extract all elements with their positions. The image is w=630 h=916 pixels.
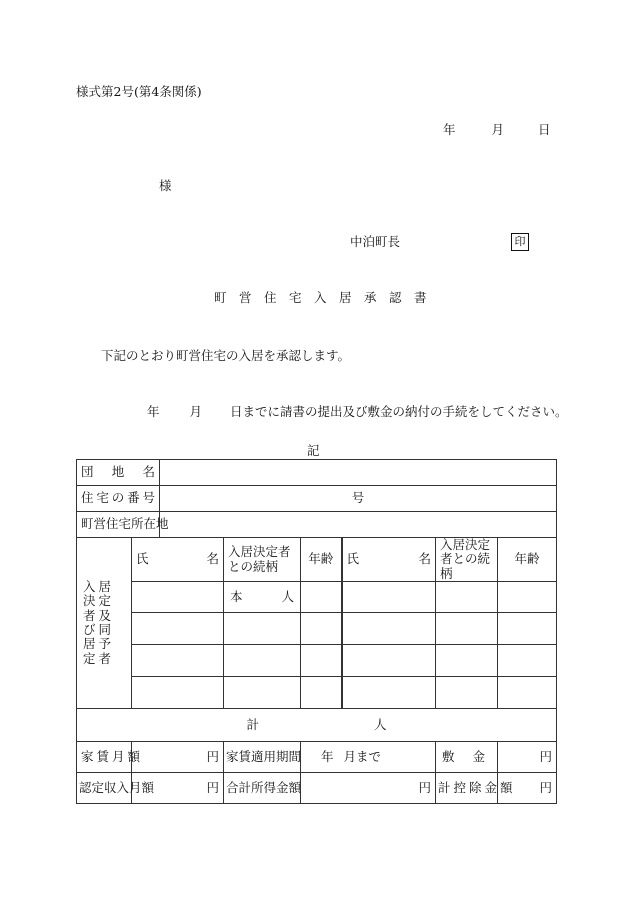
- occupant-row: [77, 582, 557, 613]
- occupant-relation-cell[interactable]: [224, 677, 301, 709]
- occupant-name-cell[interactable]: [132, 613, 224, 645]
- col-relation-left: 入居決定者との続柄: [224, 538, 301, 582]
- occupant-name-cell[interactable]: [342, 613, 436, 645]
- occupant-name-cell[interactable]: [132, 677, 224, 709]
- deadline-month: 月: [189, 404, 202, 419]
- persons-label: 人: [374, 716, 387, 732]
- total-persons-row: [77, 709, 557, 742]
- occupants-label: 入居決定者及び同居予定者: [77, 538, 132, 709]
- date-month: 月: [491, 122, 504, 137]
- estate-name-row: [77, 460, 557, 486]
- occupant-name-cell[interactable]: [132, 645, 224, 677]
- house-number-label: 住 宅 の 番 号: [77, 486, 160, 512]
- rent-period-label: 家賃適用期間: [224, 742, 301, 773]
- occupant-name-cell[interactable]: [342, 645, 436, 677]
- house-number-row: [77, 486, 557, 512]
- date-day: 日: [537, 122, 551, 137]
- occupant-row: [77, 645, 557, 677]
- form-number-label: 様式第2号(第4条関係): [76, 84, 202, 99]
- location-row: [77, 512, 557, 538]
- total-label: 計: [246, 716, 259, 732]
- col-name-right: 氏 名: [342, 538, 436, 582]
- occupant-name-cell[interactable]: [342, 677, 436, 709]
- occupant-age-cell[interactable]: [301, 677, 342, 709]
- deadline-text: 日までに請書の提出及び敷金の納付の手続をしてください。: [229, 404, 568, 419]
- occupant-row: [77, 677, 557, 709]
- estate-name-value[interactable]: [160, 460, 557, 486]
- occupant-row: [77, 613, 557, 645]
- total-income-value[interactable]: 円: [301, 773, 436, 804]
- ki-heading: 記: [307, 443, 320, 458]
- issue-date-line: [443, 124, 550, 137]
- location-label: 町営住宅所在地: [77, 512, 160, 538]
- occupant-age-cell[interactable]: [498, 677, 557, 709]
- occupant-age-cell[interactable]: [301, 582, 342, 613]
- deadline-year: 年: [147, 404, 160, 419]
- occupancy-table: [76, 459, 557, 804]
- deadline-statement: [147, 406, 567, 419]
- occupant-relation-cell[interactable]: [436, 677, 498, 709]
- occupant-age-cell[interactable]: [498, 582, 557, 613]
- deposit-value[interactable]: 円: [498, 742, 557, 773]
- occupants-header-row: [77, 538, 557, 582]
- deduction-value[interactable]: 円: [498, 773, 557, 804]
- income-row: [77, 773, 557, 804]
- rent-label: 家賃月額: [77, 742, 132, 773]
- occupant-relation-cell[interactable]: [224, 645, 301, 677]
- deduction-label: 計控除金額: [436, 773, 498, 804]
- occupant-age-cell[interactable]: [301, 645, 342, 677]
- occupant-relation-cell[interactable]: [436, 582, 498, 613]
- occupant-relation-cell[interactable]: [224, 613, 301, 645]
- seal-mark: 印: [511, 233, 529, 251]
- occupant-age-cell[interactable]: [301, 613, 342, 645]
- occupant-relation-cell[interactable]: [436, 645, 498, 677]
- occupant-age-cell[interactable]: [498, 645, 557, 677]
- col-name-left: 氏 名: [132, 538, 224, 582]
- col-relation-right: 入居決定者との続柄: [436, 538, 498, 582]
- total-income-label: 合計所得金額: [224, 773, 301, 804]
- house-number-value[interactable]: 号: [160, 486, 557, 512]
- occupant-age-cell[interactable]: [498, 613, 557, 645]
- addressee-suffix: 様: [159, 178, 172, 193]
- col-age-right: 年齢: [498, 538, 557, 582]
- document-title: 町営住宅入居承認書: [214, 290, 440, 305]
- income-label: 認定収入月額: [77, 773, 132, 804]
- col-age-left: 年齢: [301, 538, 342, 582]
- rent-value[interactable]: 円: [132, 742, 224, 773]
- occupant-relation-cell[interactable]: [436, 613, 498, 645]
- issuer-name: 中泊町長: [350, 234, 401, 249]
- occupant-relation-cell[interactable]: 本 人: [224, 582, 301, 613]
- approval-statement: 下記のとおり町営住宅の入居を承認します。: [101, 348, 351, 363]
- deposit-label: 敷 金: [436, 742, 498, 773]
- location-value[interactable]: [160, 512, 557, 538]
- occupant-name-cell[interactable]: [132, 582, 224, 613]
- total-persons-cell[interactable]: [77, 709, 557, 742]
- date-year: 年: [443, 122, 456, 137]
- income-value[interactable]: 円: [132, 773, 224, 804]
- estate-name-label: 団 地 名: [77, 460, 160, 486]
- rent-period-value[interactable]: 年 月まで: [301, 742, 436, 773]
- rent-row: [77, 742, 557, 773]
- occupant-name-cell[interactable]: [342, 582, 436, 613]
